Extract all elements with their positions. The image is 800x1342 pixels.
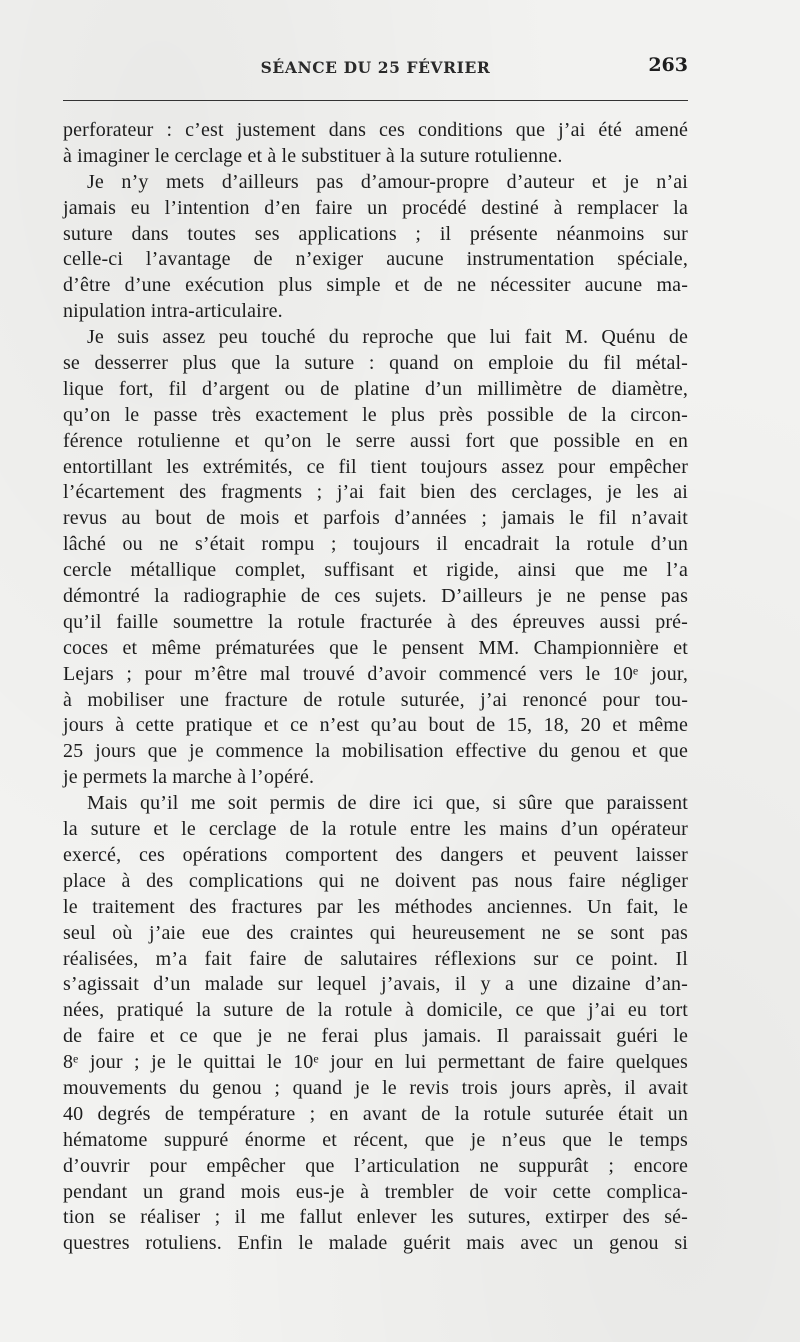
text-line: la suture et le cerclage de la rotule entre les mains d’un opérateur xyxy=(63,818,688,841)
text-line: qu’on le passe très exactement le plus près possible de la circon- xyxy=(63,403,688,426)
text-line: d’ouvrir pour empêcher que l’articulation ne suppurât ; encore xyxy=(63,1154,688,1177)
text-line: suture dans toutes ses applications ; il présente néanmoins sur xyxy=(63,222,688,245)
text-line: jamais eu l’intention d’en faire un procédé destiné à remplacer la xyxy=(63,196,688,219)
text-line: nipulation intra-articulaire. xyxy=(63,300,283,323)
text-line: à imaginer le cerclage et à le substituer à la suture rotulienne. xyxy=(63,144,563,167)
text-line: de faire et ce que je ne ferai plus jamais. Il paraissait guéri le xyxy=(63,1025,688,1048)
text-line: cercle métallique complet, suffisant et rigide, ainsi que me l’a xyxy=(63,559,688,582)
text-line: pendant un grand mois eus-je à trembler de voir cette complica- xyxy=(63,1180,688,1203)
text-line: Lejars ; pour m’être mal trouvé d’avoir commencé vers le 10ᵉ jour, xyxy=(63,662,688,685)
text-line: férence rotulienne et qu’on le serre aussi fort que possible en en xyxy=(63,429,688,452)
text-line: mouvements du genou ; quand je le revis trois jours après, il avait xyxy=(63,1076,688,1099)
text-line: à mobiliser une fracture de rotule suturée, j’ai renoncé pour tou- xyxy=(63,688,688,711)
text-line: s’agissait d’un malade sur lequel j’avais, il y a une dizaine d’an- xyxy=(63,973,688,996)
text-line: Je suis assez peu touché du reproche que lui fait M. Quénu de xyxy=(87,326,688,349)
text-line: tion se réaliser ; il me fallut enlever les sutures, extirper des sé- xyxy=(63,1206,688,1229)
text-line: réalisées, m’a fait faire de salutaires réflexions sur ce point. Il xyxy=(63,947,688,970)
header-rule xyxy=(63,100,688,101)
text-line: d’être d’une exécution plus simple et de ne nécessiter aucune ma- xyxy=(63,274,688,297)
body-text xyxy=(63,118,688,1257)
text-line: lâché ou ne s’était rompu ; toujours il encadrait la rotule d’un xyxy=(63,533,688,556)
text-line: je permets la marche à l’opéré. xyxy=(63,766,315,789)
text-line: démontré la radiographie de ces sujets. D’ailleurs je ne pense pas xyxy=(63,585,688,608)
text-line: entortillant les extrémités, ce fil tient toujours assez pour empêcher xyxy=(63,455,688,478)
text-line: seul où j’aie eue des craintes qui heureusement ne se sont pas xyxy=(63,921,688,944)
text-line: revus au bout de mois et parfois d’années ; jamais le fil n’avait xyxy=(63,507,688,530)
text-line: nées, pratiqué la suture de la rotule à domicile, ce que j’ai eu tort xyxy=(63,999,688,1022)
text-line: 25 jours que je commence la mobilisation effective du genou et que xyxy=(63,740,688,763)
text-line: 8ᵉ jour ; je le quittai le 10ᵉ jour en lui permettant de faire quelques xyxy=(63,1051,688,1074)
text-line: l’écartement des fragments ; j’ai fait bien des cerclages, je les ai xyxy=(63,481,688,504)
text-line: place à des complications qui ne doivent pas nous faire négliger xyxy=(63,869,688,892)
text-line: coces et même prématurées que le pensent MM. Championnière et xyxy=(63,636,688,659)
text-line: se desserrer plus que la suture : quand on emploie du fil métal- xyxy=(63,352,688,375)
text-line: Mais qu’il me soit permis de dire ici que, si sûre que paraissent xyxy=(87,792,688,815)
text-line: celle-ci l’avantage de n’exiger aucune instrumentation spéciale, xyxy=(63,248,688,271)
text-line: le traitement des fractures par les méthodes anciennes. Un fait, le xyxy=(63,895,688,918)
running-head xyxy=(63,54,688,90)
text-line: qu’il faille soumettre la rotule fracturée à des épreuves aussi pré- xyxy=(63,610,688,633)
text-line: Je n’y mets d’ailleurs pas d’amour-propre d’auteur et je n’ai xyxy=(87,170,688,193)
text-line: perforateur : c’est justement dans ces conditions que j’ai été amené xyxy=(63,119,688,141)
text-line: exercé, ces opérations comportent des dangers et peuvent laisser xyxy=(63,843,688,866)
text-line: hématome suppuré énorme et récent, que je n’eus que le temps xyxy=(63,1128,688,1151)
page-number: 263 xyxy=(648,54,688,76)
text-line: questres rotuliens. Enfin le malade guérit mais avec un genou si xyxy=(63,1232,688,1255)
text-line: lique fort, fil d’argent ou de platine d’un millimètre de diamètre, xyxy=(63,377,688,400)
text-line: jours à cette pratique et ce n’est qu’au bout de 15, 18, 20 et même xyxy=(63,714,688,737)
running-title: SÉANCE DU 25 FÉVRIER xyxy=(260,58,491,77)
text-line: 40 degrés de température ; en avant de la rotule suturée était un xyxy=(63,1102,688,1125)
